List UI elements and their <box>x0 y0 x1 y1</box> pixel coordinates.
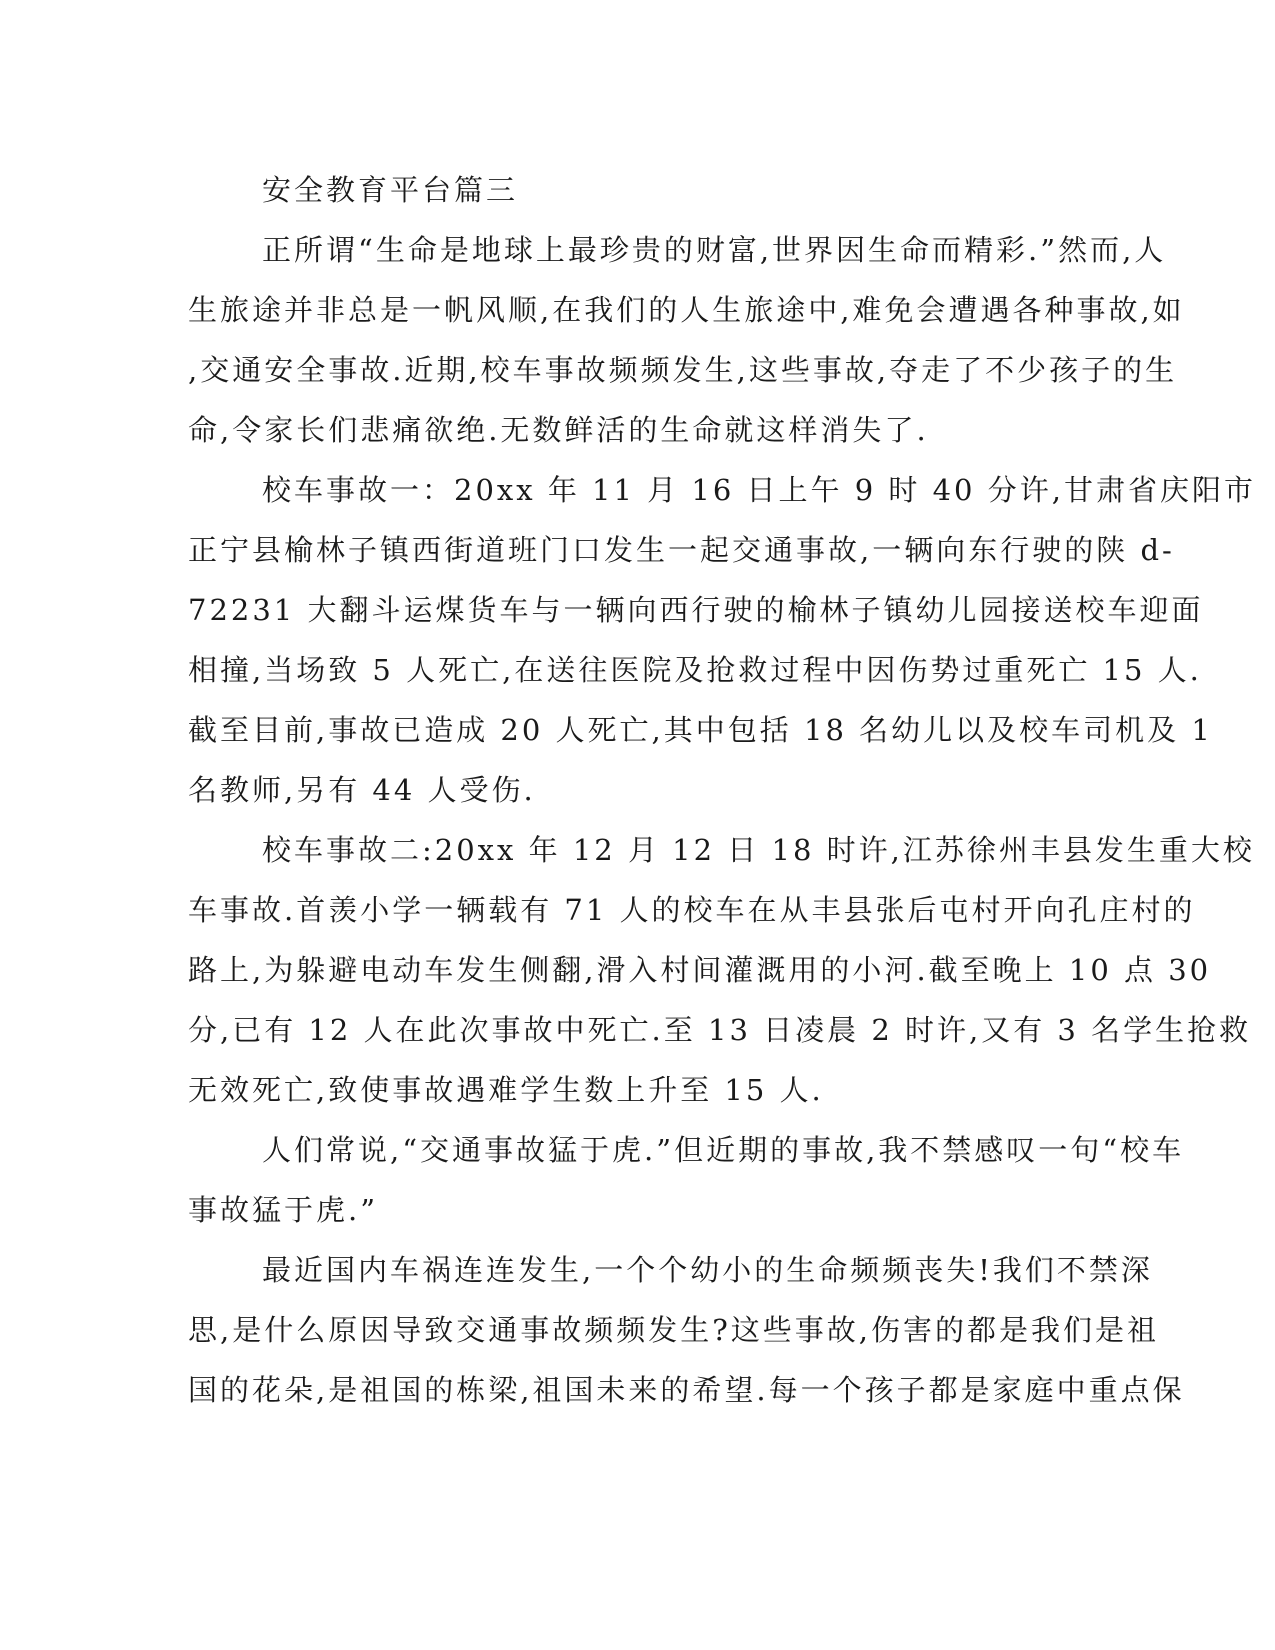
paragraph-line: 分,已有 12 人在此次事故中死亡.至 13 日凌晨 2 时许,又有 3 名学生抢救 <box>188 1013 1252 1047</box>
paragraph-line: 路上,为躲避电动车发生侧翻,滑入村间灌溉用的小河.截至晚上 10 点 30 <box>188 953 1212 987</box>
paragraph-line: ,交通安全事故.近期,校车事故频频发生,这些事故,夺走了不少孩子的生 <box>188 353 1178 387</box>
paragraph-line: 相撞,当场致 5 人死亡,在送往医院及抢救过程中因伤势过重死亡 15 人. <box>188 653 1202 687</box>
paragraph-line: 无效死亡,致使事故遇难学生数上升至 15 人. <box>188 1073 824 1107</box>
paragraph-line: 72231 大翻斗运煤货车与一辆向西行驶的榆林子镇幼儿园接送校车迎面 <box>188 593 1204 627</box>
paragraph-line: 命,令家长们悲痛欲绝.无数鲜活的生命就这样消失了. <box>188 413 929 447</box>
paragraph-line: 车事故.首羡小学一辆载有 71 人的校车在从丰县张后屯村开向孔庄村的 <box>188 893 1196 927</box>
paragraph-line: 正宁县榆林子镇西街道班门口发生一起交通事故,一辆向东行驶的陕 d- <box>188 533 1175 567</box>
paragraph-line: 校车事故二:20xx 年 12 月 12 日 18 时许,江苏徐州丰县发生重大校 <box>262 833 1255 867</box>
paragraph-line: 思,是什么原因导致交通事故频频发生?这些事故,伤害的都是我们是祖 <box>188 1313 1159 1347</box>
document-title: 安全教育平台篇三 <box>262 173 519 207</box>
paragraph-line: 生旅途并非总是一帆风顺,在我们的人生旅途中,难免会遭遇各种事故,如 <box>188 293 1185 327</box>
paragraph-line: 国的花朵,是祖国的栋梁,祖国未来的希望.每一个孩子都是家庭中重点保 <box>188 1373 1185 1407</box>
paragraph-line: 截至目前,事故已造成 20 人死亡,其中包括 18 名幼儿以及校车司机及 1 <box>188 713 1213 747</box>
paragraph-line: 事故猛于虎.” <box>188 1193 379 1227</box>
paragraph-line: 人们常说,“交通事故猛于虎.”但近期的事故,我不禁感叹一句“校车 <box>262 1133 1185 1167</box>
paragraph-line: 正所谓“生命是地球上最珍贵的财富,世界因生命而精彩.”然而,人 <box>262 233 1167 267</box>
paragraph-line: 最近国内车祸连连发生,一个个幼小的生命频频丧失!我们不禁深 <box>262 1253 1153 1287</box>
paragraph-line: 校车事故一：20xx 年 11 月 16 日上午 9 时 40 分许,甘肃省庆阳市 <box>262 473 1256 507</box>
paragraph-line: 名教师,另有 44 人受伤. <box>188 773 536 807</box>
